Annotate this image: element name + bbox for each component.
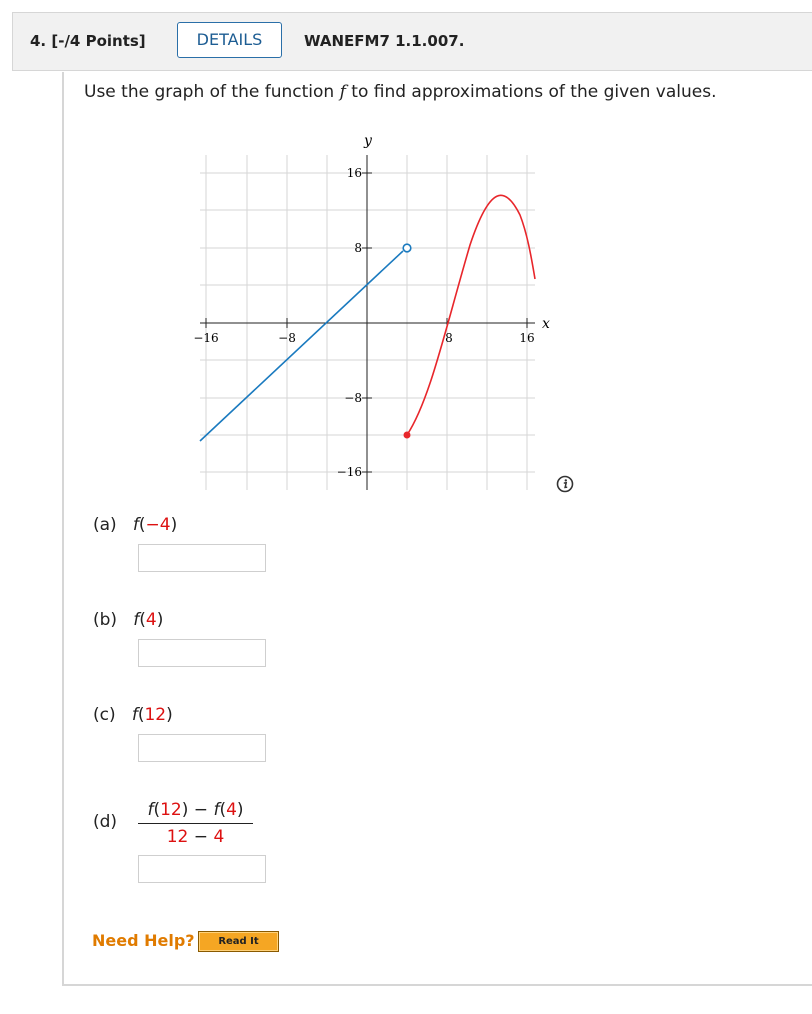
answer-input-b[interactable] [138,639,266,667]
y-axis-label: y [364,133,372,149]
part-d-label: (d) [93,812,118,832]
part-b-label: (b) f(4) [93,610,164,630]
info-circle-icon[interactable] [556,475,574,493]
question-header [12,12,812,71]
need-help-label: Need Help? [92,931,195,950]
y-tick-label: −16 [336,465,362,479]
x-tick-label: 16 [519,331,535,345]
fraction-numerator: f(12) − f(4) [138,800,253,824]
axes [200,155,535,490]
open-endpoint [403,244,411,252]
answer-input-d[interactable] [138,855,266,883]
x-tick-label: 8 [445,331,453,345]
question-number: 4. [-/4 Points] [30,32,146,50]
linear-segment [200,251,403,441]
x-axis-label: x [542,316,550,332]
y-tick-label: 8 [354,241,362,255]
question-prompt: Use the graph of the function f to find approximations of the given values. [84,82,717,102]
part-d-fraction [138,800,253,847]
part-c-label: (c) f(12) [93,705,173,725]
question-id: WANEFM7 1.1.007. [304,32,465,50]
y-tick-label: 16 [346,166,362,180]
answer-input-a[interactable] [138,544,266,572]
closed-endpoint [404,432,411,439]
part-a-label: (a) f(−4) [93,515,178,535]
x-tick-label: −8 [278,331,296,345]
x-tick-label: −16 [193,331,219,345]
answer-input-c[interactable] [138,734,266,762]
read-it-button[interactable]: Read It [198,931,279,952]
function-graph [190,130,560,495]
details-button[interactable]: DETAILS [177,22,282,58]
fraction-denominator: 12 − 4 [166,827,225,847]
curve-segment [407,195,535,435]
y-tick-label: −8 [344,391,362,405]
